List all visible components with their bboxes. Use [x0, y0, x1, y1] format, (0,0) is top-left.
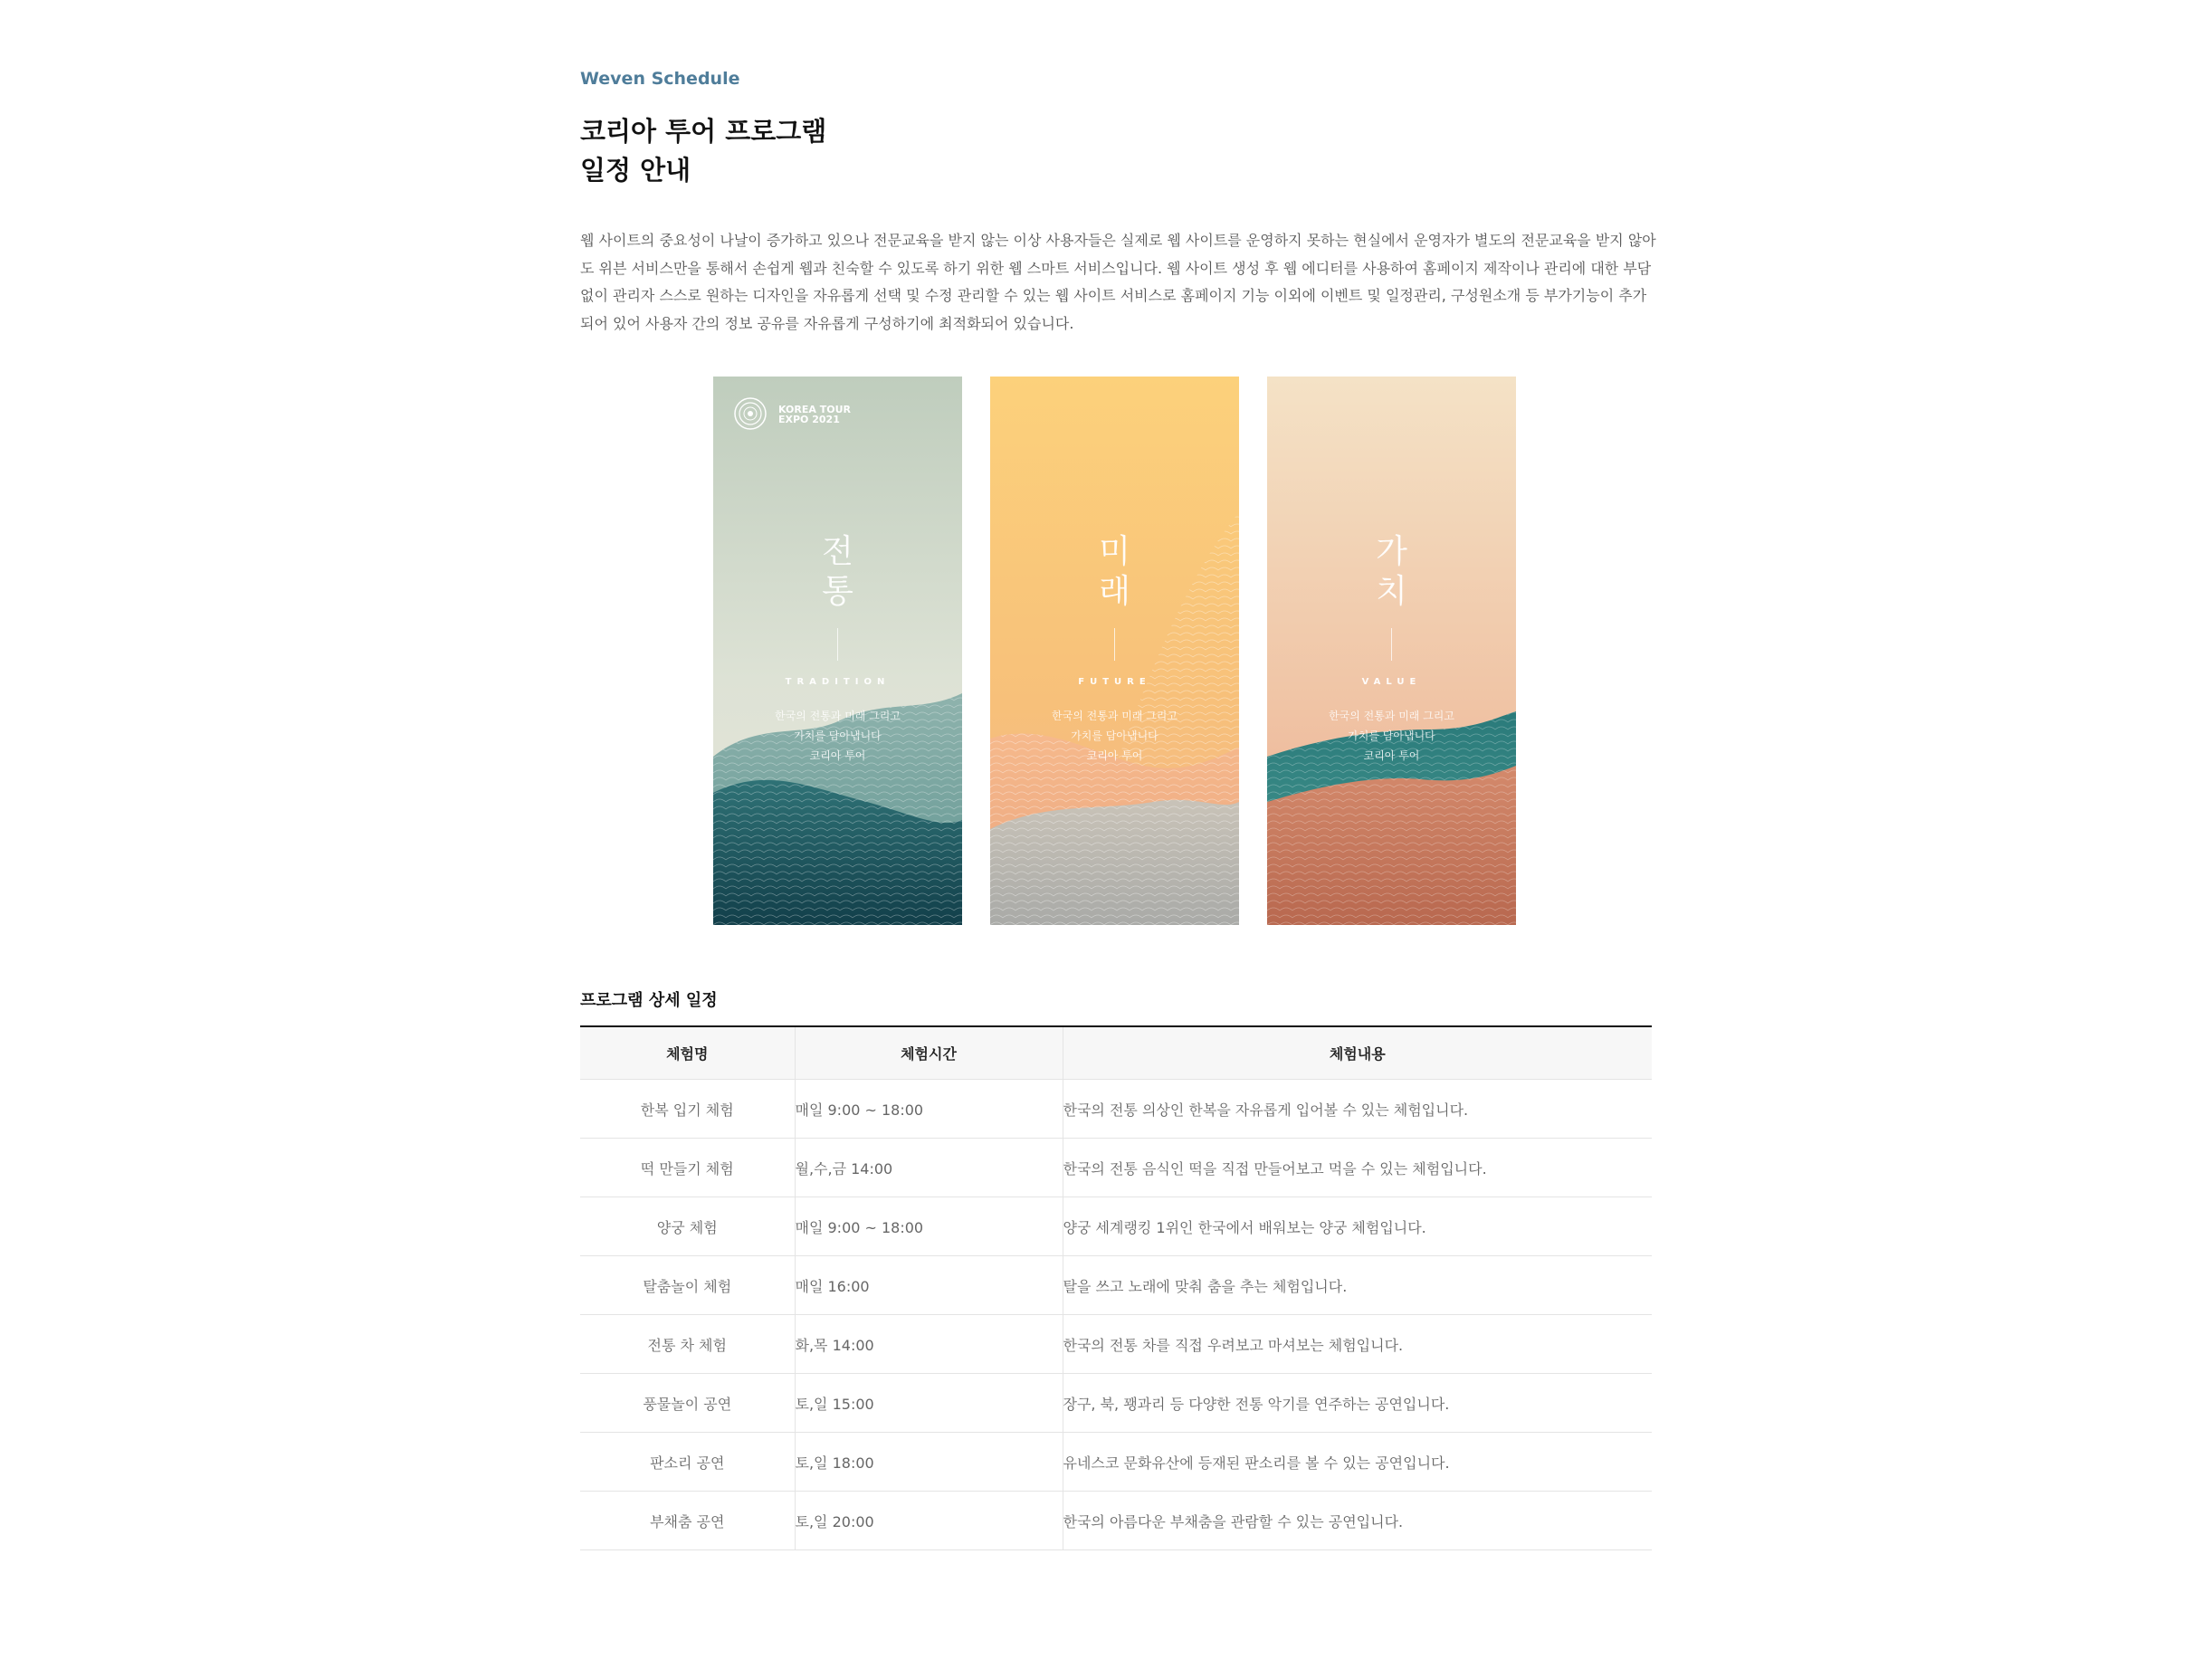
program-name: 전통 차 체험 [580, 1315, 795, 1374]
poster-slogan-line: 코리아 투어 [1363, 749, 1420, 762]
program-description: 양궁 세계랭킹 1위인 한국에서 배워보는 양궁 체험입니다. [1063, 1197, 1652, 1256]
poster-slogan-line: 가치를 담아냅니다 [1348, 729, 1435, 742]
poster-slogan-line: 한국의 전통과 미래 그리고 [1329, 710, 1454, 722]
table-header-row [580, 1026, 1652, 1080]
table-row [580, 1492, 1652, 1550]
intro-text: 웹 사이트의 중요성이 나날이 증가하고 있으나 전문교육을 받지 않는 이상 사용자들은 실제로 웹 사이트를 운영하지 못하는 현실에서 운영자가 별도의 전문교육을 받지 않아도 위븐 서비스만을 통해서 손쉽게 웹과 친숙할 수 있도록 하기 위한 웹 스마트 서비스입니다. 웹 사이트 생성 후 웹 에디터를 사용하여 홈페이지 제작이나 관리에 대한 부담없이 관리자 스스로 원하는 디자인을 자유롭게 선택 및 수정 관리할 수 있는 웹 사이트 서비스로 홈페이지 기능 이외에 이벤트 및 일정관리, 구성원소개 등 부가기능이 추가되어 있어 사용자 간의 정보 공유를 자유롭게 구성하기에 최적화되어 있습니다. [580, 232, 1656, 332]
program-description: 한국의 아름다운 부채춤을 관람할 수 있는 공연입니다. [1063, 1492, 1652, 1550]
poster-slogan-line: 가치를 담아냅니다 [794, 729, 882, 742]
logo-text-line2: EXPO 2021 [778, 414, 840, 425]
program-name: 탈춤놀이 체험 [580, 1256, 795, 1315]
program-time: 토,일 20:00 [795, 1492, 1063, 1550]
program-description: 한국의 전통 의상인 한복을 자유롭게 입어볼 수 있는 체험입니다. [1063, 1080, 1652, 1139]
poster-headline-char: 가 [1376, 533, 1407, 570]
poster-english-label: FUTURE [1078, 677, 1151, 687]
poster-slogan-line: 코리아 투어 [809, 749, 866, 762]
poster-headline-char: 치 [1376, 573, 1407, 610]
column-header-name: 체험명 [580, 1026, 795, 1080]
program-description: 한국의 전통 차를 직접 우려보고 마셔보는 체험입니다. [1063, 1315, 1652, 1374]
poster-english-label: VALUE [1361, 677, 1422, 687]
poster-english-label: TRADITION [785, 677, 891, 687]
page-title [580, 112, 826, 190]
table-row [580, 1139, 1652, 1197]
poster-value [1267, 377, 1516, 925]
poster-slogan-line: 코리아 투어 [1086, 749, 1143, 762]
program-name: 풍물놀이 공연 [580, 1374, 795, 1433]
page-title-line2: 일정 안내 [580, 155, 691, 186]
program-name: 떡 만들기 체험 [580, 1139, 795, 1197]
program-time: 토,일 15:00 [795, 1374, 1063, 1433]
poster-divider [1391, 628, 1392, 661]
page-title-line1: 코리아 투어 프로그램 [580, 116, 827, 147]
program-time: 토,일 18:00 [795, 1433, 1063, 1492]
poster-future [990, 377, 1239, 925]
section-title: 프로그램 상세 일정 [580, 991, 718, 1010]
poster-tradition [713, 377, 962, 925]
poster-divider [1114, 628, 1115, 661]
poster-divider [837, 628, 838, 661]
poster-gallery [713, 377, 1519, 925]
table-row [580, 1374, 1652, 1433]
poster-headline-char: 통 [822, 573, 853, 610]
table-row [580, 1256, 1652, 1315]
poster-headline [713, 532, 962, 612]
poster-slogan-line: 한국의 전통과 미래 그리고 [775, 710, 901, 722]
poster-slogan-line: 한국의 전통과 미래 그리고 [1052, 710, 1178, 722]
poster-slogan [1267, 706, 1516, 766]
table-row [580, 1197, 1652, 1256]
poster-headline [990, 532, 1239, 612]
poster-headline-char: 전 [822, 533, 853, 570]
program-time: 매일 9:00 ~ 18:00 [795, 1080, 1063, 1139]
poster-slogan-line: 가치를 담아냅니다 [1071, 729, 1158, 742]
logo-text-line1: KOREA TOUR [778, 404, 851, 415]
expo-logo-icon [733, 396, 768, 431]
program-time: 월,수,금 14:00 [795, 1139, 1063, 1197]
program-description: 한국의 전통 음식인 떡을 직접 만들어보고 먹을 수 있는 체험입니다. [1063, 1139, 1652, 1197]
table-row [580, 1433, 1652, 1492]
program-name: 양궁 체험 [580, 1197, 795, 1256]
program-name: 한복 입기 체험 [580, 1080, 795, 1139]
column-header-content: 체험내용 [1063, 1026, 1652, 1080]
poster-headline-char: 미 [1099, 533, 1130, 570]
program-time: 화,목 14:00 [795, 1315, 1063, 1374]
poster-logo [733, 396, 878, 433]
table-row [580, 1080, 1652, 1139]
poster-headline-char: 래 [1099, 573, 1130, 610]
program-description: 유네스코 문화유산에 등재된 판소리를 볼 수 있는 공연입니다. [1063, 1433, 1652, 1492]
column-header-time: 체험시간 [795, 1026, 1063, 1080]
schedule-table [580, 1025, 1652, 1550]
program-description: 장구, 북, 꽹과리 등 다양한 전통 악기를 연주하는 공연입니다. [1063, 1374, 1652, 1433]
table-row [580, 1315, 1652, 1374]
program-time: 매일 9:00 ~ 18:00 [795, 1197, 1063, 1256]
page-eyebrow: Weven Schedule [580, 69, 740, 89]
program-name: 부채춤 공연 [580, 1492, 795, 1550]
program-description: 탈을 쓰고 노래에 맞춰 춤을 추는 체험입니다. [1063, 1256, 1652, 1315]
program-name: 판소리 공연 [580, 1433, 795, 1492]
program-time: 매일 16:00 [795, 1256, 1063, 1315]
poster-slogan [990, 706, 1239, 766]
poster-slogan [713, 706, 962, 766]
poster-headline [1267, 532, 1516, 612]
